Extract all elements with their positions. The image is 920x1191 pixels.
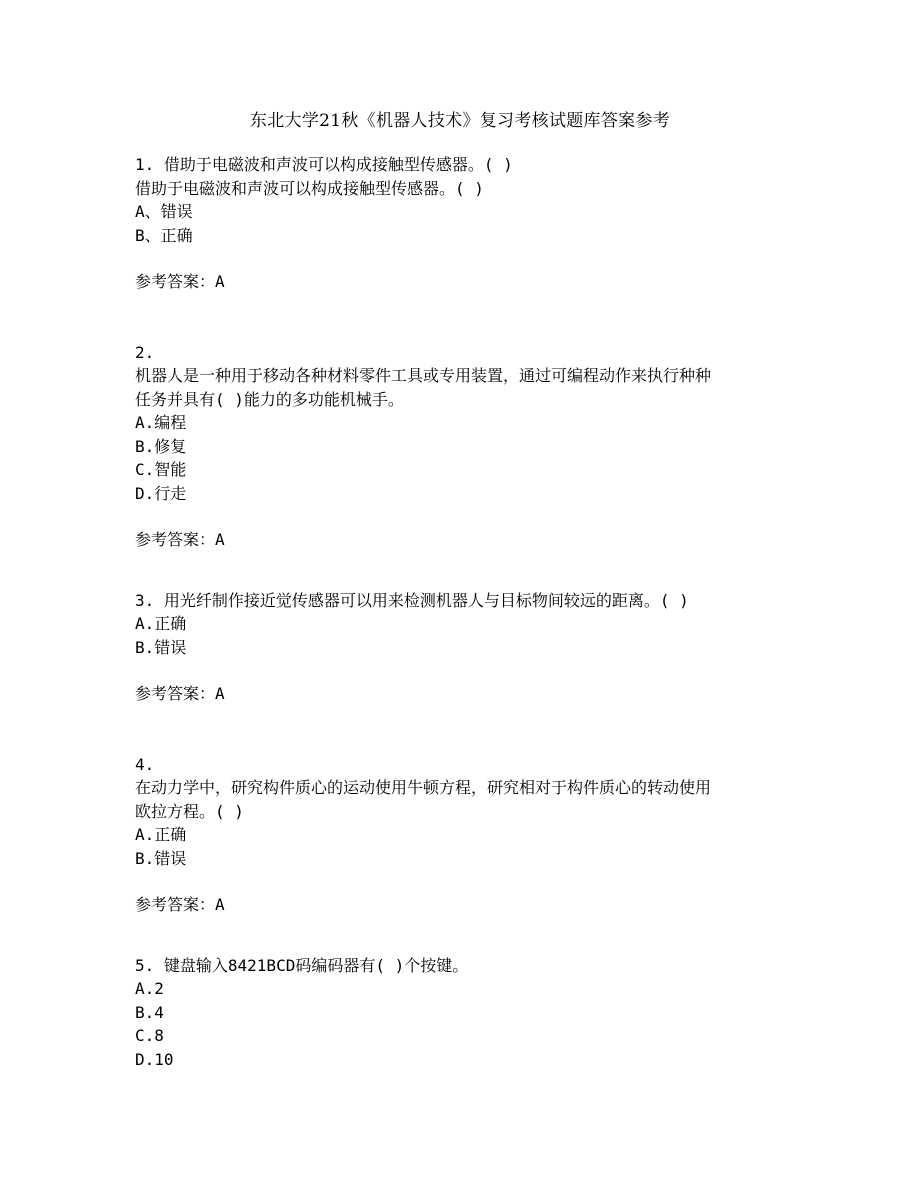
question-stem: 在动力学中，研究构件质心的运动使用牛顿方程，研究相对于构件质心的转动使用 [135, 778, 712, 797]
question-stem: 借助于电磁波和声波可以构成接触型传感器。( ) [135, 178, 484, 198]
question-header: 4. [135, 754, 155, 774]
option-a: A.编程 [135, 413, 187, 432]
question-5 [135, 954, 795, 1072]
option-b: B.错误 [135, 848, 187, 868]
reference-answer: 参考答案：A [135, 530, 225, 549]
question-2 [135, 341, 795, 552]
question-header: 1. 借助于电磁波和声波可以构成接触型传感器。( ) [135, 155, 513, 174]
reference-answer: 参考答案：A [135, 684, 225, 703]
reference-answer: 参考答案：A [135, 272, 225, 291]
option-a: A、错误 [135, 202, 193, 221]
option-a: A.2 [135, 979, 164, 998]
option-b: B.4 [135, 1002, 164, 1022]
question-stem: 机器人是一种用于移动各种材料零件工具或专用装置，通过可编程动作来执行种种 [135, 366, 712, 385]
question-header: 5. 键盘输入8421BCD码编码器有( )个按键。 [135, 955, 469, 975]
option-b: B、正确 [135, 225, 193, 245]
option-d: D.10 [135, 1049, 174, 1069]
question-stem: 任务并具有( )能力的多功能机械手。 [135, 389, 404, 409]
question-1 [135, 153, 795, 294]
option-a: A.正确 [135, 614, 187, 633]
option-a: A.正确 [135, 825, 187, 844]
question-list [135, 153, 795, 1071]
option-b: B.错误 [135, 637, 187, 657]
option-d: D.行走 [135, 483, 187, 503]
reference-answer: 参考答案：A [135, 895, 225, 914]
option-b: B.修复 [135, 436, 187, 456]
question-3 [135, 589, 795, 706]
option-c: C.智能 [135, 460, 187, 479]
question-header: 3. 用光纤制作接近觉传感器可以用来检测机器人与目标物间较远的距离。( ) [135, 590, 689, 610]
question-4 [135, 753, 795, 917]
question-stem: 欧拉方程。( ) [135, 801, 244, 821]
document-title: 东北大学21秋《机器人技术》复习考核试题库答案参考 [249, 111, 671, 131]
option-c: C.8 [135, 1026, 164, 1045]
question-header: 2. [135, 342, 155, 362]
